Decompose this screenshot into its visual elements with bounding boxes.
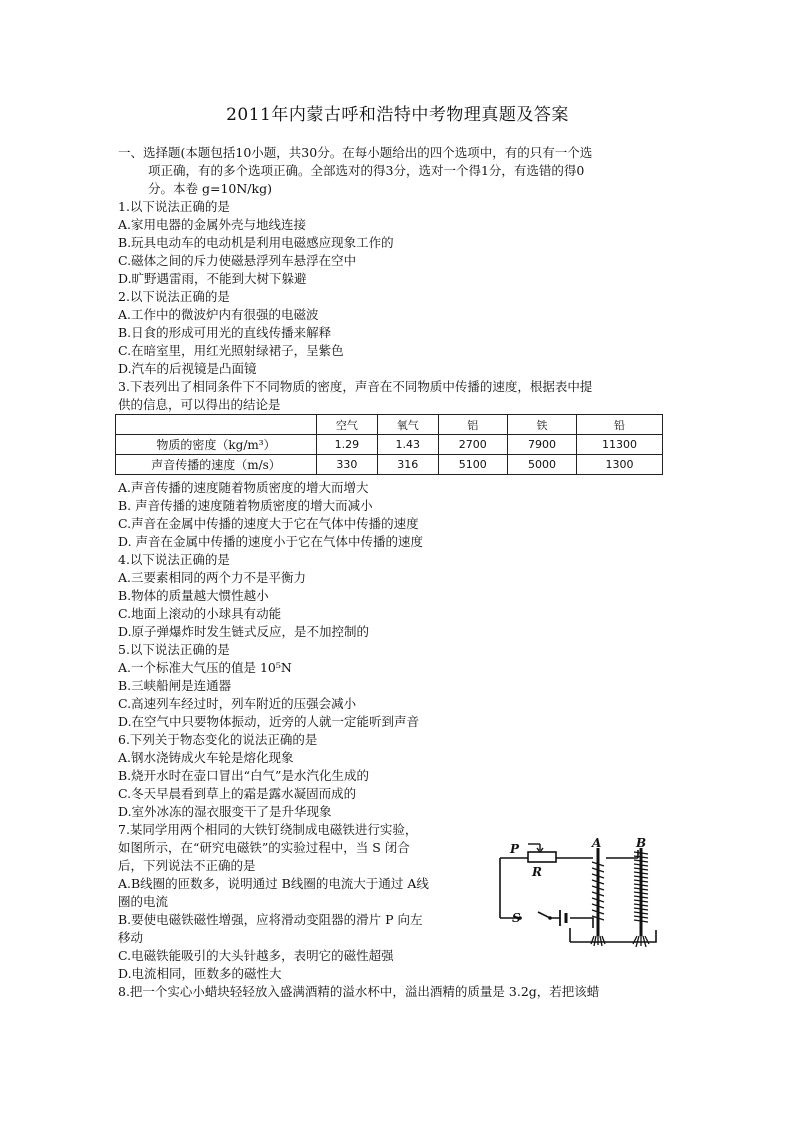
q5-option-c: C.高速列车经过时，列车附近的压强会减小	[118, 696, 357, 711]
table-row-label: 声音传播的速度（m/s）	[116, 455, 317, 475]
q1-option-c: C.磁体之间的斥力使磁悬浮列车悬浮在空中	[118, 253, 357, 268]
question-2: 2.以下说法正确的是	[118, 289, 230, 304]
q7-option-a-cont: 圈的电流	[118, 894, 169, 909]
table-row-label: 物质的密度（kg/m³）	[116, 435, 317, 455]
q1-option-b: B.玩具电动车的电动机是利用电磁感应现象工作的	[118, 235, 394, 250]
question-1: 1.以下说法正确的是	[118, 199, 230, 214]
table-cell: 5100	[438, 455, 507, 475]
q6-option-b: B.烧开水时在壶口冒出“白气”是水汽化生成的	[118, 768, 369, 783]
question-5: 5.以下说法正确的是	[118, 642, 230, 657]
table-cell: 11300	[577, 435, 663, 455]
question-4: 4.以下说法正确的是	[118, 552, 230, 567]
q2-option-a: A.工作中的微波炉内有很强的电磁波	[118, 307, 319, 322]
table-row	[116, 455, 663, 475]
table-header-cell: 铅	[577, 415, 663, 435]
q4-option-a: A.三要素相同的两个力不是平衡力	[118, 570, 307, 585]
q1-option-d: D.旷野遇雷雨，不能到大树下躲避	[118, 271, 307, 286]
switch-contact	[548, 916, 552, 920]
question-7: 7.某同学用两个相同的大铁钉绕制成电磁铁进行实验，	[118, 822, 418, 837]
table-cell: 1.43	[377, 435, 438, 455]
table-header-cell: 铝	[438, 415, 507, 435]
q4-option-b: B.物体的质量越大惯性越小	[118, 588, 269, 603]
density-speed-table	[115, 414, 663, 475]
q1-option-a: A.家用电器的金属外壳与地线连接	[118, 217, 307, 232]
q4-option-c: C.地面上滚动的小球具有动能	[118, 606, 282, 621]
q5-option-a: A.一个标准大气压的值是 10⁵N	[118, 660, 292, 675]
q6-option-d: D.室外冰冻的湿衣服变干了是升华现象	[118, 804, 332, 819]
table-header-row	[116, 415, 663, 435]
table-cell: 1.29	[317, 435, 378, 455]
question-7-cont-1: 如图所示，在“研究电磁铁”的实验过程中，当 S 闭合	[118, 840, 410, 855]
q6-option-a: A.钢水浇铸成火车轮是熔化现象	[118, 750, 294, 765]
table-cell: 316	[377, 455, 438, 475]
electromagnet-circuit-figure	[488, 838, 668, 950]
label-p: P	[510, 842, 520, 856]
q7-option-b-cont: 移动	[118, 930, 144, 945]
question-7-cont-2: 后，下列说法不正确的是	[118, 858, 256, 873]
label-a: A	[592, 838, 602, 850]
table-header-cell: 铁	[507, 415, 576, 435]
section-intro-line-1: 一、选择题(本题包括10小题，共30分。在每小题给出的四个选项中，有的只有一个选	[118, 145, 593, 160]
q5-option-d: D.在空气中只要物体振动，近旁的人就一定能听到声音	[118, 714, 420, 729]
table-cell: 1300	[577, 455, 663, 475]
table-cell: 330	[317, 455, 378, 475]
table-header-cell: 空气	[317, 415, 378, 435]
q7-option-c: C.电磁铁能吸引的大头针越多，表明它的磁性超强	[118, 948, 394, 963]
q3-option-a: A.声音传播的速度随着物质密度的增大而增大	[118, 480, 369, 495]
q3-option-c: C.声音在金属中传播的速度大于它在气体中传播的速度	[118, 516, 419, 531]
q3-option-d: D. 声音在金属中传播的速度小于它在气体中传播的速度	[118, 534, 424, 549]
question-3-cont: 供的信息，可以得出的结论是	[118, 397, 281, 412]
q3-option-b: B. 声音传播的速度随着物质密度的增大而减小	[118, 498, 373, 513]
q2-option-b: B.日食的形成可用光的直线传播来解释	[118, 325, 332, 340]
table-cell: 7900	[507, 435, 576, 455]
q6-option-c: C.冬天早晨看到草上的霜是露水凝固而成的	[118, 786, 357, 801]
section-intro-line-2: 项正确，有的多个选项正确。全部选对的得3分，选对一个得1分，有选错的得0	[148, 163, 585, 178]
table-cell: 2700	[438, 435, 507, 455]
electromagnet-a-icon	[591, 848, 605, 946]
q7-option-a: A.B线圈的匝数多，说明通过 B线圈的电流大于通过 A线	[118, 876, 429, 891]
label-b: B	[636, 838, 647, 850]
slider-arrow-icon	[537, 844, 543, 852]
page-title: 2011年内蒙古呼和浩特中考物理真题及答案	[226, 105, 569, 125]
q7-option-b: B.要使电磁铁磁性增强，应将滑动变阻器的滑片 P 向左	[118, 912, 423, 927]
table-row	[116, 435, 663, 455]
question-8: 8.把一个实心小蜡块轻轻放入盛满酒精的溢水杯中，溢出酒精的质量是 3.2g，若把该蜡	[118, 984, 600, 999]
q4-option-d: D.原子弹爆炸时发生链式反应，是不加控制的	[118, 624, 370, 639]
question-6: 6.下列关于物态变化的说法正确的是	[118, 732, 318, 747]
table-header-cell: 氧气	[377, 415, 438, 435]
rheostat-icon	[528, 852, 556, 862]
battery-icon	[560, 910, 566, 926]
question-3: 3.下表列出了相同条件下不同物质的密度，声音在不同物质中传播的速度，根据表中提	[118, 379, 593, 394]
table-corner-cell	[116, 415, 317, 435]
q2-option-d: D.汽车的后视镜是凸面镜	[118, 361, 257, 376]
electromagnet-b-icon	[633, 848, 649, 947]
label-s: S	[512, 911, 521, 925]
label-r: R	[532, 865, 542, 879]
q7-option-d: D.电流相同，匝数多的磁性大	[118, 966, 282, 981]
table-cell: 5000	[507, 455, 576, 475]
section-intro-line-3: 分。本卷 g=10N/kg)	[148, 181, 272, 196]
q5-option-b: B.三峡船闸是连通器	[118, 678, 232, 693]
q2-option-c: C.在暗室里，用红光照射绿裙子，呈紫色	[118, 343, 344, 358]
